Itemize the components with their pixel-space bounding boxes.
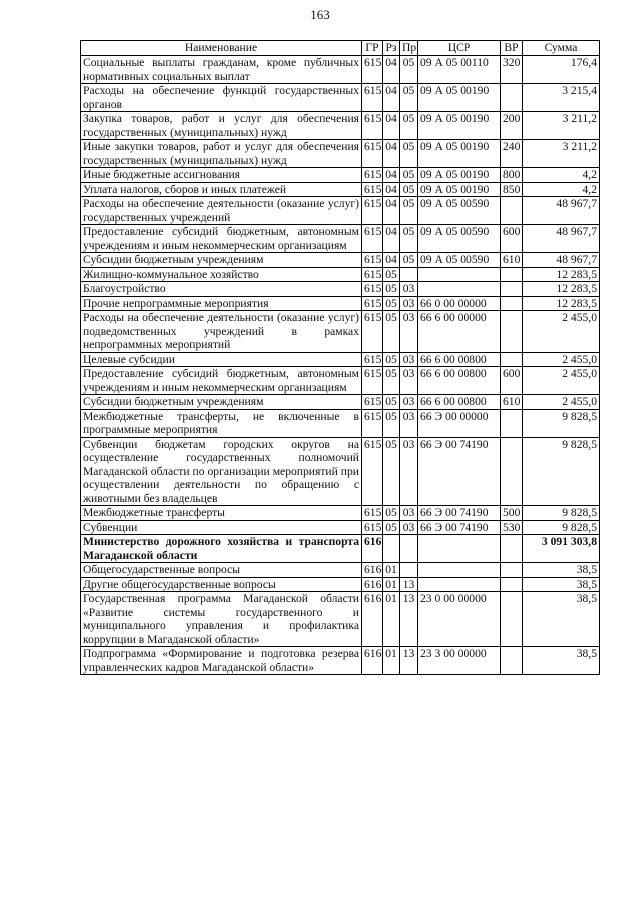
row-rz: 04 (383, 140, 400, 168)
header-pr: Пр (400, 41, 418, 56)
row-pr: 03 (400, 282, 418, 297)
row-vr (501, 352, 523, 367)
row-csr: 23 3 00 00000 (418, 647, 501, 675)
row-name: Подпрограмма «Формирование и подготовка резерва управленческих кадров Магаданской области» (81, 647, 362, 675)
row-pr: 03 (400, 506, 418, 521)
table-header-row (81, 41, 600, 56)
row-gr: 615 (362, 112, 383, 140)
row-sum: 2 455,0 (523, 395, 600, 410)
table-row (81, 197, 600, 225)
table-row (81, 563, 600, 578)
table-row (81, 282, 600, 297)
row-rz: 05 (383, 437, 400, 506)
table-row (81, 535, 600, 563)
row-gr: 615 (362, 140, 383, 168)
row-pr: 05 (400, 140, 418, 168)
row-csr: 66 6 00 00800 (418, 367, 501, 395)
table-row (81, 311, 600, 353)
row-pr: 03 (400, 437, 418, 506)
row-name: Иные закупки товаров, работ и услуг для обеспечения государственных (муниципальных) нужд (81, 140, 362, 168)
row-vr (501, 647, 523, 675)
row-vr (501, 296, 523, 311)
row-csr: 66 6 00 00800 (418, 352, 501, 367)
row-pr: 03 (400, 395, 418, 410)
row-pr: 03 (400, 409, 418, 437)
row-sum: 176,4 (523, 56, 600, 84)
row-rz: 05 (383, 367, 400, 395)
row-sum: 38,5 (523, 592, 600, 647)
row-pr: 05 (400, 225, 418, 253)
row-name: Субсидии бюджетным учреждениям (81, 395, 362, 410)
header-vr: ВР (501, 41, 523, 56)
table-row (81, 520, 600, 535)
row-vr (501, 535, 523, 563)
row-vr: 200 (501, 112, 523, 140)
row-csr: 66 6 00 00000 (418, 311, 501, 353)
row-gr: 615 (362, 352, 383, 367)
row-pr: 05 (400, 56, 418, 84)
row-pr: 05 (400, 168, 418, 183)
row-rz: 01 (383, 647, 400, 675)
row-csr: 09 А 05 00190 (418, 182, 501, 197)
row-name: Расходы на обеспечение функций государственных органов (81, 84, 362, 112)
row-vr: 850 (501, 182, 523, 197)
table-row (81, 352, 600, 367)
row-gr: 616 (362, 563, 383, 578)
row-sum: 4,2 (523, 168, 600, 183)
row-rz (383, 535, 400, 563)
row-vr (501, 311, 523, 353)
row-name: Общегосударственные вопросы (81, 563, 362, 578)
row-name: Уплата налогов, сборов и иных платежей (81, 182, 362, 197)
row-rz: 05 (383, 267, 400, 282)
table-row (81, 437, 600, 506)
row-sum: 9 828,5 (523, 437, 600, 506)
row-name: Межбюджетные трансферты (81, 506, 362, 521)
table-row (81, 409, 600, 437)
page-number: 163 (310, 7, 330, 22)
row-sum: 3 215,4 (523, 84, 600, 112)
row-vr: 610 (501, 395, 523, 410)
row-sum: 38,5 (523, 563, 600, 578)
row-gr: 615 (362, 437, 383, 506)
row-csr: 66 Э 00 00000 (418, 409, 501, 437)
table-row (81, 592, 600, 647)
table-row (81, 367, 600, 395)
row-gr: 616 (362, 535, 383, 563)
row-rz: 05 (383, 311, 400, 353)
row-gr: 615 (362, 282, 383, 297)
table-row (81, 577, 600, 592)
row-rz: 04 (383, 197, 400, 225)
row-sum: 2 455,0 (523, 367, 600, 395)
row-rz: 04 (383, 56, 400, 84)
table-row (81, 647, 600, 675)
row-vr (501, 282, 523, 297)
row-vr: 500 (501, 506, 523, 521)
row-name: Прочие непрограммные мероприятия (81, 296, 362, 311)
row-name: Жилищно-коммунальное хозяйство (81, 267, 362, 282)
row-name: Расходы на обеспечение деятельности (оказание услуг) государственных учреждений (81, 197, 362, 225)
row-csr: 66 6 00 00800 (418, 395, 501, 410)
row-csr: 66 Э 00 74190 (418, 506, 501, 521)
row-gr: 615 (362, 182, 383, 197)
row-sum: 38,5 (523, 577, 600, 592)
header-rz: Рз (383, 41, 400, 56)
row-csr: 09 А 05 00590 (418, 197, 501, 225)
row-gr: 615 (362, 197, 383, 225)
row-rz: 01 (383, 563, 400, 578)
row-sum: 3 091 303,8 (523, 535, 600, 563)
header-csr: ЦСР (418, 41, 501, 56)
row-csr (418, 282, 501, 297)
header-sum: Сумма (523, 41, 600, 56)
row-pr: 03 (400, 367, 418, 395)
row-name: Государственная программа Магаданской области «Развитие системы государственного и муниципального управления и профилактика коррупции в Магаданской области» (81, 592, 362, 647)
row-vr (501, 577, 523, 592)
row-vr (501, 563, 523, 578)
row-pr (400, 563, 418, 578)
row-vr: 800 (501, 168, 523, 183)
table-row (81, 253, 600, 268)
row-csr: 66 Э 00 74190 (418, 437, 501, 506)
row-pr: 05 (400, 197, 418, 225)
row-pr: 05 (400, 182, 418, 197)
row-rz: 04 (383, 253, 400, 268)
row-csr: 23 0 00 00000 (418, 592, 501, 647)
row-gr: 615 (362, 225, 383, 253)
table-row (81, 168, 600, 183)
row-vr: 610 (501, 253, 523, 268)
row-sum: 4,2 (523, 182, 600, 197)
row-rz: 05 (383, 282, 400, 297)
table-row (81, 182, 600, 197)
row-gr: 615 (362, 506, 383, 521)
row-name: Предоставление субсидий бюджетным, автономным учреждениям и иным некоммерческим организациям (81, 225, 362, 253)
row-rz: 04 (383, 168, 400, 183)
row-sum: 2 455,0 (523, 311, 600, 353)
row-vr: 600 (501, 367, 523, 395)
row-sum: 9 828,5 (523, 520, 600, 535)
row-vr (501, 437, 523, 506)
table-row (81, 506, 600, 521)
budget-table (80, 40, 600, 675)
row-sum: 12 283,5 (523, 282, 600, 297)
row-rz: 05 (383, 395, 400, 410)
row-name: Иные бюджетные ассигнования (81, 168, 362, 183)
row-rz: 01 (383, 592, 400, 647)
row-name: Субвенции бюджетам городских округов на осуществление государственных полномочий Магаданской области по организации мероприятий при осуществлении деятельности по обращению с животными без владельцев (81, 437, 362, 506)
row-rz: 04 (383, 112, 400, 140)
row-rz: 04 (383, 84, 400, 112)
row-csr (418, 577, 501, 592)
row-rz: 05 (383, 409, 400, 437)
row-pr: 03 (400, 352, 418, 367)
row-gr: 615 (362, 267, 383, 282)
row-pr: 13 (400, 577, 418, 592)
row-gr: 616 (362, 592, 383, 647)
row-sum: 12 283,5 (523, 267, 600, 282)
row-csr: 09 А 05 00190 (418, 168, 501, 183)
row-vr (501, 84, 523, 112)
row-pr (400, 535, 418, 563)
row-gr: 615 (362, 367, 383, 395)
row-csr (418, 267, 501, 282)
row-gr: 615 (362, 296, 383, 311)
row-sum: 12 283,5 (523, 296, 600, 311)
row-rz: 05 (383, 506, 400, 521)
row-sum: 48 967,7 (523, 197, 600, 225)
row-csr: 66 0 00 00000 (418, 296, 501, 311)
row-gr: 615 (362, 84, 383, 112)
row-pr: 05 (400, 253, 418, 268)
row-gr: 615 (362, 168, 383, 183)
row-rz: 01 (383, 577, 400, 592)
row-gr: 616 (362, 577, 383, 592)
header-name: Наименование (81, 41, 362, 56)
row-name: Закупка товаров, работ и услуг для обеспечения государственных (муниципальных) нужд (81, 112, 362, 140)
table-row (81, 225, 600, 253)
row-gr: 616 (362, 647, 383, 675)
row-rz: 05 (383, 352, 400, 367)
row-name: Благоустройство (81, 282, 362, 297)
row-vr (501, 267, 523, 282)
row-name: Межбюджетные трансферты, не включенные в программные мероприятия (81, 409, 362, 437)
row-vr (501, 409, 523, 437)
row-sum: 48 967,7 (523, 225, 600, 253)
row-pr: 05 (400, 84, 418, 112)
row-sum: 3 211,2 (523, 140, 600, 168)
row-csr: 09 А 05 00590 (418, 253, 501, 268)
row-sum: 2 455,0 (523, 352, 600, 367)
row-sum: 9 828,5 (523, 409, 600, 437)
row-csr: 66 Э 00 74190 (418, 520, 501, 535)
row-gr: 615 (362, 56, 383, 84)
row-vr: 530 (501, 520, 523, 535)
table-row (81, 395, 600, 410)
row-vr: 600 (501, 225, 523, 253)
row-vr (501, 197, 523, 225)
row-sum: 9 828,5 (523, 506, 600, 521)
table-row (81, 56, 600, 84)
header-gr: ГР (362, 41, 383, 56)
row-name: Субвенции (81, 520, 362, 535)
row-gr: 615 (362, 409, 383, 437)
row-name: Расходы на обеспечение деятельности (оказание услуг) подведомственных учреждений в рамках непрограммных мероприятий (81, 311, 362, 353)
row-pr: 03 (400, 520, 418, 535)
row-rz: 05 (383, 296, 400, 311)
row-sum: 3 211,2 (523, 112, 600, 140)
row-csr: 09 А 05 00590 (418, 225, 501, 253)
row-rz: 04 (383, 225, 400, 253)
row-name: Министерство дорожного хозяйства и транспорта Магаданской области (81, 535, 362, 563)
row-csr: 09 А 05 00190 (418, 140, 501, 168)
row-gr: 615 (362, 395, 383, 410)
row-gr: 615 (362, 253, 383, 268)
row-vr (501, 592, 523, 647)
table-row (81, 296, 600, 311)
row-name: Предоставление субсидий бюджетным, автономным учреждениям и иным некоммерческим организациям (81, 367, 362, 395)
row-csr (418, 535, 501, 563)
row-name: Социальные выплаты гражданам, кроме публичных нормативных социальных выплат (81, 56, 362, 84)
row-name: Субсидии бюджетным учреждениям (81, 253, 362, 268)
row-csr: 09 А 05 00190 (418, 84, 501, 112)
row-name: Целевые субсидии (81, 352, 362, 367)
row-pr: 03 (400, 311, 418, 353)
row-sum: 48 967,7 (523, 253, 600, 268)
row-pr (400, 267, 418, 282)
row-pr: 03 (400, 296, 418, 311)
row-gr: 615 (362, 311, 383, 353)
table-row (81, 112, 600, 140)
row-pr: 13 (400, 592, 418, 647)
table-row (81, 84, 600, 112)
table-row (81, 267, 600, 282)
row-sum: 38,5 (523, 647, 600, 675)
row-csr: 09 А 05 00110 (418, 56, 501, 84)
table-row (81, 140, 600, 168)
row-vr: 240 (501, 140, 523, 168)
row-rz: 05 (383, 520, 400, 535)
row-csr (418, 563, 501, 578)
row-vr: 320 (501, 56, 523, 84)
row-csr: 09 А 05 00190 (418, 112, 501, 140)
row-gr: 615 (362, 520, 383, 535)
row-name: Другие общегосударственные вопросы (81, 577, 362, 592)
row-rz: 04 (383, 182, 400, 197)
row-pr: 13 (400, 647, 418, 675)
row-pr: 05 (400, 112, 418, 140)
